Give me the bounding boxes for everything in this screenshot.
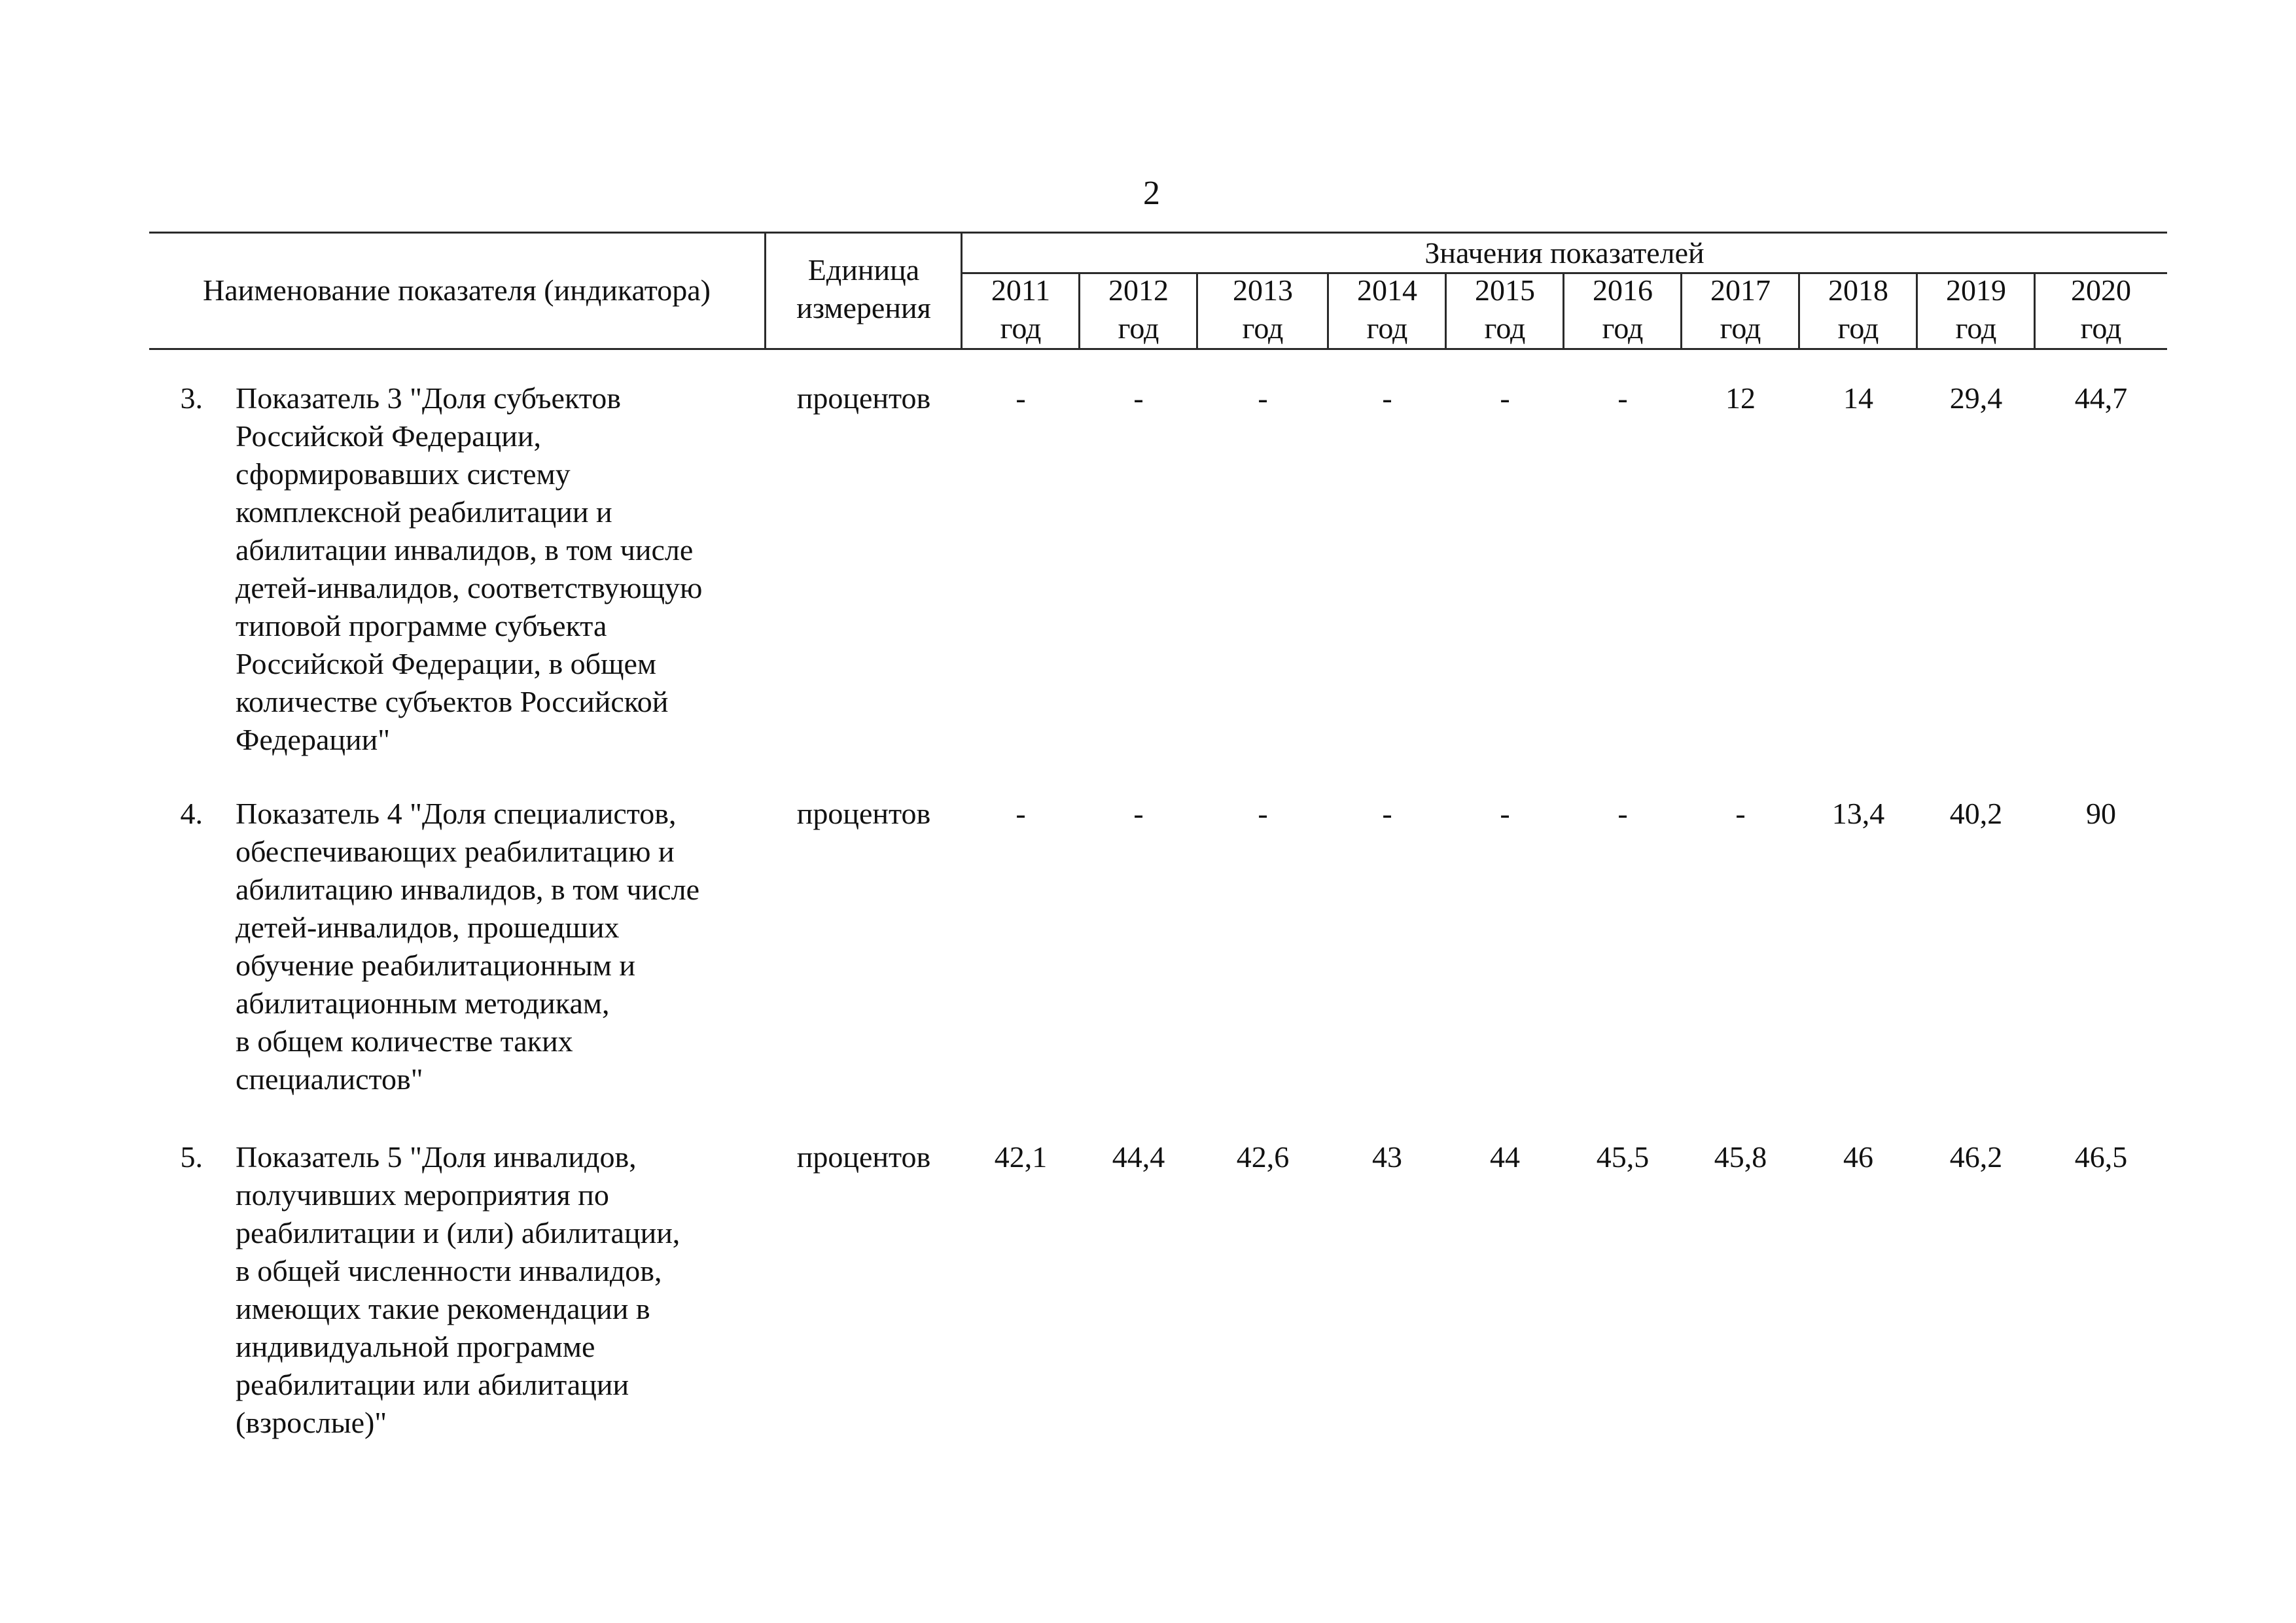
indicator-name-line: в общей численности инвалидов, — [236, 1254, 662, 1287]
year-header: 2013 — [1233, 273, 1293, 307]
indicator-name-line: получивших мероприятия по — [236, 1178, 609, 1212]
indicator-name-line: сформировавших систему — [236, 457, 571, 491]
value-cell: 42,6 — [1236, 1140, 1290, 1174]
year-unit-label: год — [1000, 311, 1042, 345]
year-unit-label: год — [1602, 311, 1644, 345]
year-header: 2011 — [991, 273, 1051, 307]
indicator-name-line: имеющих такие рекомендации в — [236, 1292, 650, 1325]
value-cell: 13,4 — [1831, 797, 1885, 830]
page-number: 2 — [1143, 175, 1160, 212]
year-header: 2017 — [1710, 273, 1771, 307]
value-cell: - — [1617, 797, 1628, 830]
indicator-name — [236, 1138, 759, 1442]
year-header: 2012 — [1108, 273, 1169, 307]
value-cell: - — [1735, 797, 1746, 830]
indicator-name-line: Федерации" — [236, 723, 391, 756]
indicator-name-line: индивидуальной программе — [236, 1330, 595, 1363]
year-unit-label: год — [1366, 311, 1408, 345]
indicator-name-line: абилитационным методикам, — [236, 986, 610, 1020]
value-cell: - — [1133, 797, 1144, 830]
indicator-name-line: Показатель 5 "Доля инвалидов, — [236, 1140, 637, 1174]
year-unit-label: год — [1242, 311, 1284, 345]
value-cell: 44 — [1490, 1140, 1520, 1174]
header-unit-line: измерения — [796, 291, 931, 324]
value-cell: - — [1258, 797, 1268, 830]
year-unit-label: год — [1720, 311, 1761, 345]
value-cell: - — [1617, 381, 1628, 415]
value-cell: - — [1382, 381, 1392, 415]
year-header: 2020 — [2071, 273, 2131, 307]
year-unit-label: год — [1955, 311, 1997, 345]
value-cell: 43 — [1372, 1140, 1402, 1174]
value-cell: 90 — [2086, 797, 2116, 830]
value-cell: 12 — [1725, 381, 1756, 415]
indicator-name-line: типовой программе субъекта — [236, 609, 607, 642]
year-unit-label: год — [2080, 311, 2122, 345]
unit-cell: процентов — [796, 381, 931, 415]
value-cell: 14 — [1843, 381, 1873, 415]
year-header: 2016 — [1593, 273, 1653, 307]
value-cell: 46,2 — [1949, 1140, 2003, 1174]
value-cell: 46 — [1843, 1140, 1873, 1174]
indicator-name-line: абилитацию инвалидов, в том числе — [236, 873, 700, 906]
year-unit-label: год — [1837, 311, 1879, 345]
value-cell: - — [1382, 797, 1392, 830]
value-cell: 44,7 — [2074, 381, 2128, 415]
value-cell: - — [1258, 381, 1268, 415]
indicator-name-line: обеспечивающих реабилитацию и — [236, 835, 675, 868]
indicator-name-line: количестве субъектов Российской — [236, 685, 669, 718]
value-cell: - — [1500, 381, 1510, 415]
indicator-name-line: реабилитации и (или) абилитации, — [236, 1216, 680, 1249]
value-cell: 46,5 — [2074, 1140, 2128, 1174]
value-cell: 29,4 — [1949, 381, 2003, 415]
value-cell: - — [1016, 797, 1026, 830]
table-top-rule — [149, 232, 2167, 234]
value-cell: 45,8 — [1714, 1140, 1767, 1174]
row-number: 5. — [180, 1140, 203, 1174]
year-header: 2014 — [1357, 273, 1417, 307]
value-cell: - — [1133, 381, 1144, 415]
unit-cell: процентов — [796, 1140, 931, 1174]
year-header: 2018 — [1828, 273, 1888, 307]
indicator-name — [236, 795, 759, 1098]
indicator-name-line: комплексной реабилитации и — [236, 495, 612, 529]
indicator-name — [236, 379, 759, 759]
value-cell: 42,1 — [994, 1140, 1048, 1174]
indicator-name-line: детей-инвалидов, прошедших — [236, 911, 620, 944]
year-unit-label: год — [1118, 311, 1159, 345]
value-cell: - — [1016, 381, 1026, 415]
row-number: 3. — [180, 381, 203, 415]
indicator-name-line: (взрослые)" — [236, 1406, 387, 1439]
header-values-group: Значения показателей — [1424, 236, 1704, 270]
value-cell: - — [1500, 797, 1510, 830]
header-unit — [766, 251, 962, 327]
header-bottom-rule — [149, 348, 2167, 350]
year-unit-label: год — [1484, 311, 1526, 345]
header-indicator-name: Наименование показателя (индикатора) — [203, 273, 711, 307]
value-cell: 40,2 — [1949, 797, 2003, 830]
header-unit-line: Единица — [807, 253, 920, 287]
year-header: 2015 — [1475, 273, 1535, 307]
unit-cell: процентов — [796, 797, 931, 830]
indicator-name-line: реабилитации или абилитации — [236, 1368, 629, 1401]
row-number: 4. — [180, 797, 203, 830]
indicator-name-line: Российской Федерации, — [236, 419, 541, 453]
indicator-name-line: детей-инвалидов, соответствующую — [236, 571, 703, 604]
indicator-name-line: Показатель 4 "Доля специалистов, — [236, 797, 677, 830]
indicator-name-line: абилитации инвалидов, в том числе — [236, 533, 694, 567]
indicator-name-line: специалистов" — [236, 1062, 423, 1096]
value-cell: 45,5 — [1596, 1140, 1650, 1174]
indicator-name-line: Российской Федерации, в общем — [236, 647, 657, 680]
indicator-name-line: в общем количестве таких — [236, 1024, 573, 1058]
value-cell: 44,4 — [1112, 1140, 1165, 1174]
year-header: 2019 — [1946, 273, 2006, 307]
indicator-name-line: обучение реабилитационным и — [236, 949, 636, 982]
indicator-name-line: Показатель 3 "Доля субъектов — [236, 381, 621, 415]
